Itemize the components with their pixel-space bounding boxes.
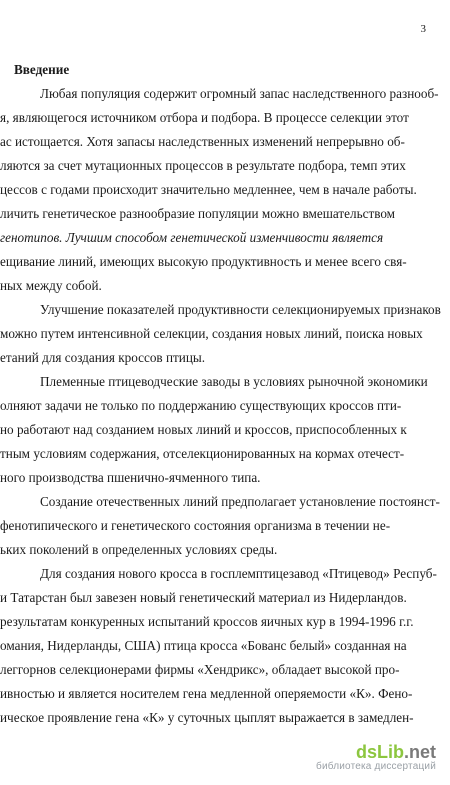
- text-line: ивностью и является носителем гена медленной оперяемости «К». Фено-: [0, 686, 413, 701]
- text-line: я, являющегося источником отбора и подбора. В процессе селекции этот: [0, 110, 409, 125]
- watermark: [316, 743, 436, 773]
- text-line: ного производства пшенично-ячменного типа.: [0, 470, 261, 485]
- watermark-subtitle: библиотека диссертаций: [316, 761, 436, 772]
- text-line: Улучшение показателей продуктивности селекционируемых признаков: [40, 302, 441, 317]
- text-line: Создание отечественных линий предполагает установление постоянст-: [40, 494, 440, 509]
- section-heading: Введение: [14, 62, 70, 77]
- text-line: тным условиям содержания, отселекционированных на кормах отечест-: [0, 446, 405, 461]
- text-line: Любая популяция содержит огромный запас наследственного разнооб-: [40, 86, 439, 101]
- text-line: ическое проявление гена «К» у суточных цыплят выражается в замедлен-: [0, 710, 414, 725]
- text-line: Для создания нового кросса в госплемптицезавод «Птицевод» Респуб-: [40, 566, 437, 581]
- text-line: ас истощается. Хотя запасы наследственных изменений непрерывно об-: [0, 134, 405, 149]
- text-line-italic: генотипов. Лучшим способом генетической изменчивости является: [0, 230, 384, 245]
- text-line: ьких поколений в определенных условиях среды.: [0, 542, 278, 557]
- text-line: цессов с годами происходит значительно медленнее, чем в начале работы.: [0, 182, 417, 197]
- text-line: ных между собой.: [0, 278, 102, 293]
- page-number: 3: [420, 23, 426, 35]
- text-line: и Татарстан был завезен новый генетический материал из Нидерландов.: [0, 590, 407, 605]
- text-line: етаний для создания кроссов птицы.: [0, 350, 206, 365]
- text-line: леггорнов селекционерами фирмы «Хендрикс», обладает высокой про-: [0, 662, 400, 677]
- text-line: можно путем интенсивной селекции, создания новых линий, поиска новых: [0, 326, 423, 341]
- text-line: но работают над созданием новых линий и кроссов, приспособленных к: [0, 422, 407, 437]
- text-line: личить генетическое разнообразие популяции можно вмешательством: [0, 206, 396, 221]
- text-line: ляются за счет мутационных процессов в результате подбора, темп этих: [0, 158, 406, 173]
- text-line: фенотипического и генетического состояния организма в течении не-: [0, 518, 391, 533]
- watermark-logo: dsLib.net: [355, 742, 436, 762]
- text-line: олняют задачи не только по поддержанию существующих кроссов пти-: [0, 398, 402, 413]
- text-line: результатам конкуренных испытаний кроссов яичных кур в 1994-1996 г.г.: [0, 614, 414, 629]
- text-line: Племенные птицеводческие заводы в условиях рыночной экономики: [40, 374, 428, 389]
- text-line: ещивание линий, имеющих высокую продуктивность и менее всего свя-: [0, 254, 407, 269]
- text-line: омания, Нидерланды, США) птица кросса «Бованс белый» созданная на: [0, 638, 407, 653]
